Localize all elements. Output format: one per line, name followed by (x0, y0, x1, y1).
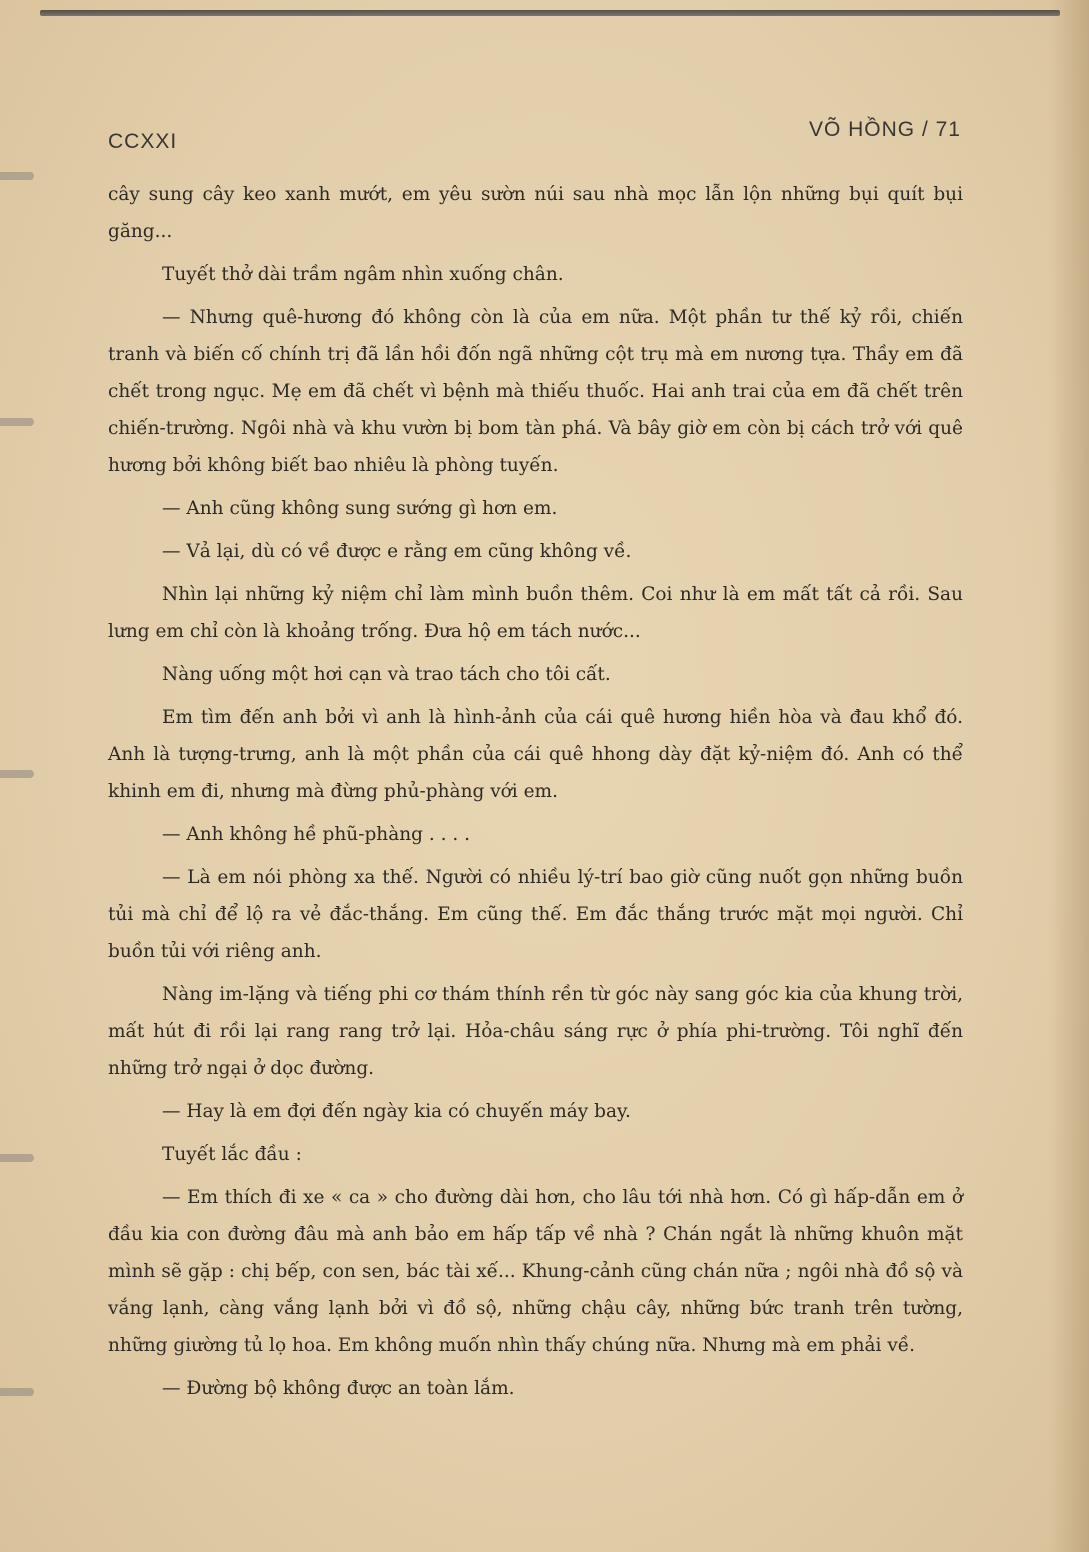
chapter-number: CCXXI (108, 130, 178, 153)
paragraph: — Nhưng quê-hương đó không còn là của em nữa. Một phần tư thế kỷ rồi, chiến tranh và biến cố chính trị đã lần hồi đốn ngã những cột trụ mà em nương tựa. Thầy em đã chết trong ngục. Mẹ em đã chết vì bệnh mà thiếu thuốc. Hai anh trai của em đã chết trên chiến-trường. Ngôi nhà và khu vườn bị bom tàn phá. Và bây giờ em còn bị cách trở với quê hương bởi không biết bao nhiêu là phòng tuyến. (108, 307, 963, 476)
paragraph: — Em thích đi xe « ca » cho đường dài hơn, cho lâu tới nhà hơn. Có gì hấp-dẫn em ở đầu kia con đường đâu mà anh bảo em hấp tấp về nhà ? Chán ngắt là những khuôn mặt mình sẽ gặp : chị bếp, con sen, bác tài xế... Khung-cảnh cũng chán nữa ; ngôi nhà đồ sộ và vắng lạnh, càng vắng lạnh bởi vì đồ sộ, những chậu cây, những bức tranh trên tường, những giường tủ lọ hoa. Em không muốn nhìn thấy chúng nữa. Nhưng mà em phải về. (108, 1187, 963, 1356)
paragraph: — Vả lại, dù có về được e rằng em cũng không về. (162, 541, 632, 562)
binding-mark (0, 1388, 34, 1396)
page-header (108, 116, 961, 156)
paragraph: Nàng im-lặng và tiếng phi cơ thám thính rền từ góc này sang góc kia của khung trời, mất hút đi rồi lại rang rang trở lại. Hỏa-châu sáng rực ở phía phi-trường. Tôi nghĩ đến những trở ngại ở dọc đường. (108, 984, 963, 1079)
paragraph: cây sung cây keo xanh mướt, em yêu sườn núi sau nhà mọc lẫn lộn những bụi quít bụi găng... (108, 184, 963, 242)
binding-mark (0, 172, 34, 180)
paragraph: Tuyết thở dài trầm ngâm nhìn xuống chân. (162, 264, 564, 285)
paragraph: — Là em nói phòng xa thế. Người có nhiều lý-trí bao giờ cũng nuốt gọn những buồn tủi mà chỉ để lộ ra vẻ đắc-thắng. Em cũng thế. Em đắc thắng trước mặt mọi người. Chỉ buồn tủi với riêng anh. (108, 867, 963, 962)
binding-mark (0, 770, 34, 778)
paragraph: Em tìm đến anh bởi vì anh là hình-ảnh của cái quê hương hiền hòa và đau khổ đó. Anh là tượng-trưng, anh là một phần của cái quê hhong dày đặt kỷ-niệm đó. Anh có thể khinh em đi, nhưng mà đừng phủ-phàng với em. (108, 707, 963, 802)
paragraph: — Hay là em đợi đến ngày kia có chuyến máy bay. (162, 1101, 631, 1122)
paragraph: — Anh không hề phũ-phàng . . . . (162, 824, 471, 845)
page-top-edge (40, 10, 1060, 16)
paragraph: Tuyết lắc đầu : (162, 1144, 302, 1165)
paragraph: — Anh cũng không sung sướng gì hơn em. (162, 498, 558, 519)
paragraph: — Đường bộ không được an toàn lắm. (162, 1378, 515, 1399)
binding-mark (0, 418, 34, 426)
author-page-number: VÕ HỒNG / 71 (808, 118, 961, 141)
paragraph: Nhìn lại những kỷ niệm chỉ làm mình buồn thêm. Coi như là em mất tất cả rồi. Sau lưng em chỉ còn là khoảng trống. Đưa hộ em tách nước... (108, 584, 963, 642)
paragraph: Nàng uống một hơi cạn và trao tách cho tôi cất. (162, 664, 611, 685)
binding-mark (0, 1154, 34, 1162)
page-right-shadow (1049, 0, 1089, 1552)
body-text (108, 176, 963, 1407)
